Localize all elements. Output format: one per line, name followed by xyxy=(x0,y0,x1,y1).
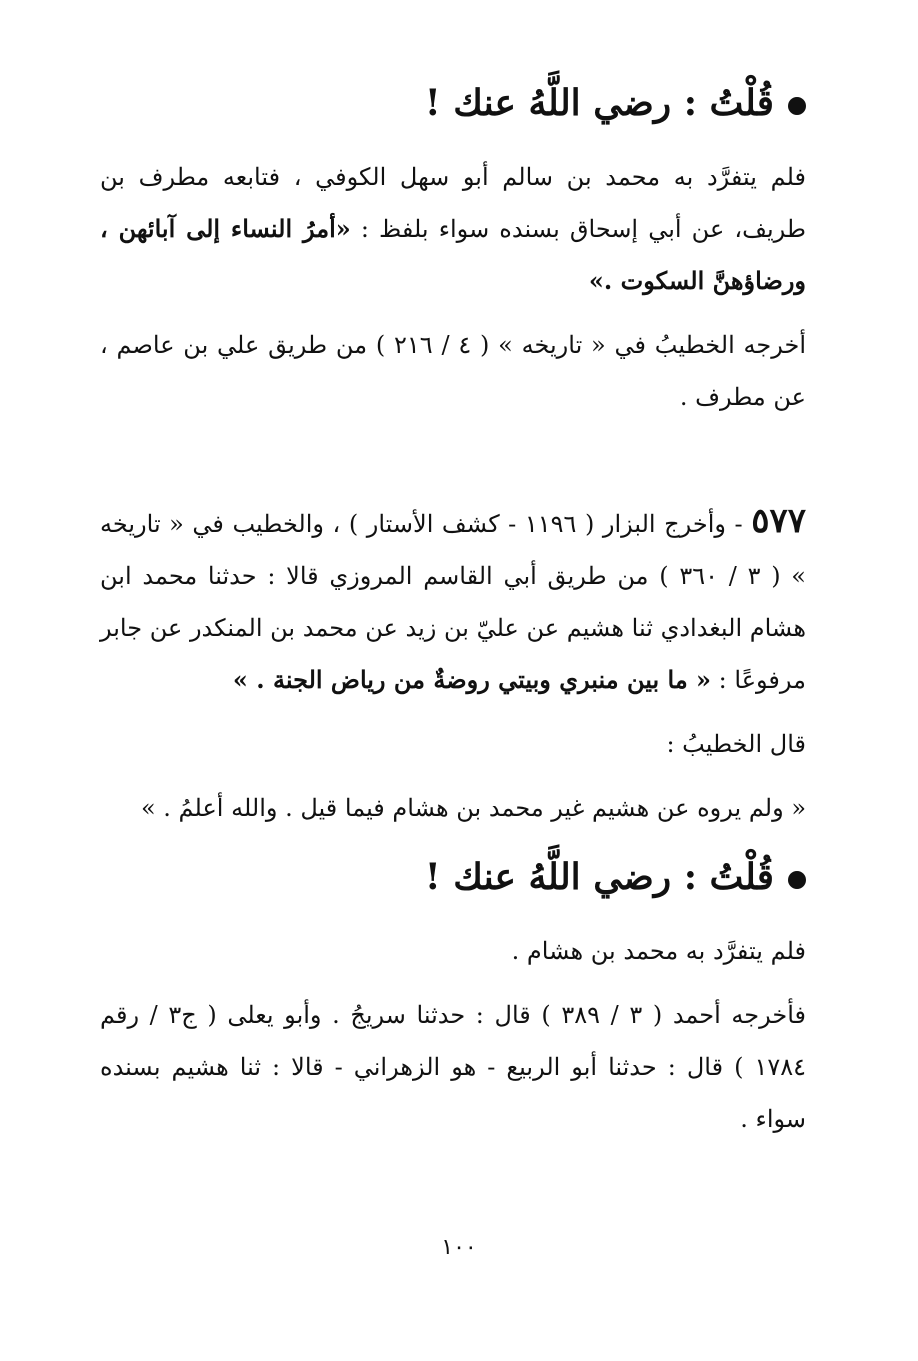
section-heading xyxy=(100,80,806,127)
book-page xyxy=(100,60,806,1330)
hadith-text: « ما بين منبري وبيتي روضةٌ من رياض الجنة . » xyxy=(232,664,712,694)
hadith-number: ٥٧٧ xyxy=(751,500,806,541)
paragraph-text: فلم يتفرَّد به محمد بن سالم أبو سهل الكوفي ، فتابعه مطرف بن طريف، عن أبي إسحاق بسنده سواء بلفظ : xyxy=(100,162,806,243)
bullet-icon xyxy=(788,871,806,889)
paragraph: فأخرجه أحمد ( ٣ / ٣٨٩ ) قال : حدثنا سريجُ . وأبو يعلى ( ج٣ / رقم ١٧٨٤ ) قال : حدثنا أبو الربيع - هو الزهراني - قالا : ثنا هشيم بسنده سواء . xyxy=(100,1000,806,1133)
hadith-text: «أمرُ النساء إلى آبائهن ، ورضاؤهنَّ السكوت .» xyxy=(100,213,806,295)
section-heading xyxy=(100,854,806,901)
quote-paragraph: « ولم يروه عن هشيم غير محمد بن هشام فيما قيل . والله أعلمُ . » xyxy=(140,793,806,822)
paragraph-text: - وأخرج البزار ( ١١٩٦ - كشف الأستار ) ، والخطيب في « تاريخه » ( ٣ / ٣٦٠ ) من طريق أبي القاسم المروزي قالا : حدثنا محمد ابن هشام البغدادي ثنا هشيم عن عليّ بن زيد عن محمد بن المنكدر عن جابر مرفوعًا : xyxy=(100,509,806,694)
paragraph: قال الخطيبُ : xyxy=(666,729,806,758)
section-gap xyxy=(100,435,806,495)
paragraph xyxy=(100,151,806,307)
paragraph: أخرجه الخطيبُ في « تاريخه » ( ٤ / ٢١٦ ) من طريق علي بن عاصم ، عن مطرف . xyxy=(100,330,806,411)
bullet-icon xyxy=(788,97,806,115)
heading-text: قُلْتُ : رضي اللَّهُ عنك ! xyxy=(424,855,774,898)
heading-text: قُلْتُ : رضي اللَّهُ عنك ! xyxy=(424,82,774,124)
page-number: ١٠٠ xyxy=(441,1235,477,1260)
paragraph: فلم يتفرَّد به محمد بن هشام . xyxy=(511,936,806,965)
hadith-paragraph xyxy=(100,495,806,706)
